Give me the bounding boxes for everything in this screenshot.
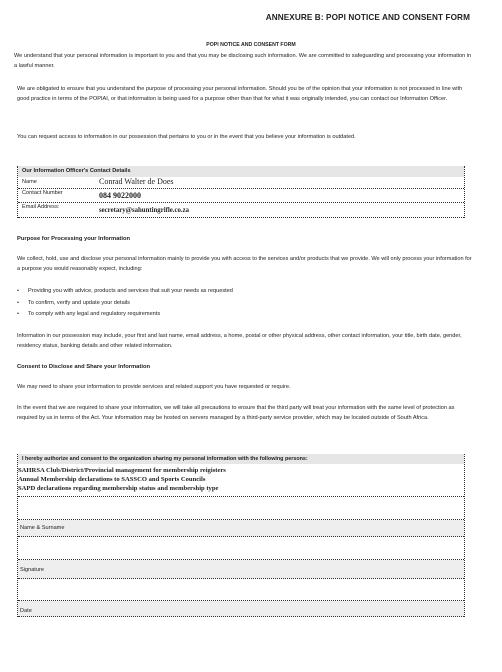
authorized-person: SAPD declarations regarding membership status and membership type [18, 485, 219, 492]
name-surname-row[interactable] [18, 520, 464, 537]
access-paragraph: You can request access to information in our possession that pertains to you or in the event that you believe your information is outdated. [17, 134, 356, 140]
officer-email-row [18, 203, 464, 218]
signature-label: Signature [20, 567, 44, 573]
form-title: POPI NOTICE AND CONSENT FORM [206, 42, 296, 48]
officer-contact-box [17, 166, 465, 218]
officer-contact-value: 084 9022000 [99, 191, 141, 200]
annexure-title: ANNEXURE B: POPI NOTICE AND CONSENT FORM [265, 13, 470, 22]
purpose-list [17, 286, 233, 321]
spacer-row [18, 497, 464, 520]
date-row[interactable] [18, 601, 464, 617]
intro-paragraph: We understand that your personal information is important to you and that you may be disclosing such information. We are committed to safeguarding and processing your information in a lawful manner. [14, 53, 472, 69]
authorized-person: SAHRSA Club/District/Provincial management for membership reigisters [18, 467, 226, 474]
officer-name-value: Conrad Walter de Does [99, 177, 174, 186]
officer-contact-row [18, 189, 464, 203]
signature-entry-row[interactable] [18, 579, 464, 601]
list-item: • To confirm, verify and update your details [17, 298, 233, 310]
name-surname-label: Name & Surname [20, 525, 65, 531]
obligation-paragraph: We are obligated to ensure that you understand the purpose of processing your personal information. Should you be of the opinion that your information is not processed in line with good practice in terms of the POPIAI, or that information is being used for a purpose other than that for what it was originally intended, you can contact our Information Officer. [17, 86, 463, 102]
share-paragraph: We may need to share your information to provide services and related support you have requested or require. [17, 384, 291, 390]
officer-name-row [18, 177, 464, 189]
list-item: • To comply with any legal and regulatory requirements [17, 309, 233, 321]
authorized-person: Annual Membership declarations to SASSCO and Sports Councils [18, 476, 206, 483]
purpose-heading: Purpose for Processing your Information [17, 236, 131, 242]
date-label: Date [20, 608, 32, 614]
authorization-header: I hereby authorize and consent to the organization sharing my personal information with the following persons: [18, 454, 464, 464]
name-label: Name [22, 179, 37, 185]
list-item: • Providing you with advice, products and services that suit your needs as requested [17, 286, 233, 298]
name-entry-row[interactable] [18, 537, 464, 560]
officer-box-header: Our Information Officer's Contact Details [18, 166, 464, 177]
contact-number-label: Contact Number [22, 190, 63, 196]
authorized-persons-row [18, 464, 464, 497]
officer-email-value: secretary@sahuntingrifle.co.za [99, 207, 190, 214]
signature-row[interactable] [18, 560, 464, 579]
email-label: Email Address: [22, 204, 60, 210]
authorization-box [17, 454, 465, 617]
consent-heading: Consent to Disclose and Share your Information [17, 364, 151, 370]
purpose-paragraph: We collect, hold, use and disclose your personal information mainly to provide you with access to the services and/or products that we provide. We will only process your information for a purpose you would reasonably expect, including: [17, 256, 472, 272]
info-paragraph: Information in our possession may include, your first and last name, email address, a home, postal or other physical address, other contact information, your title, birth date, gender, residency status, banking details and other related information. [17, 333, 462, 349]
event-paragraph: In the event that we are required to share your information, we will take all precautions to ensure that the third party will treat your information with the same level of protection as required by us in terms of the Act. Your information may be hosted on servers managed by a third-party service provider, which may be located outside of South Africa. [17, 405, 455, 421]
